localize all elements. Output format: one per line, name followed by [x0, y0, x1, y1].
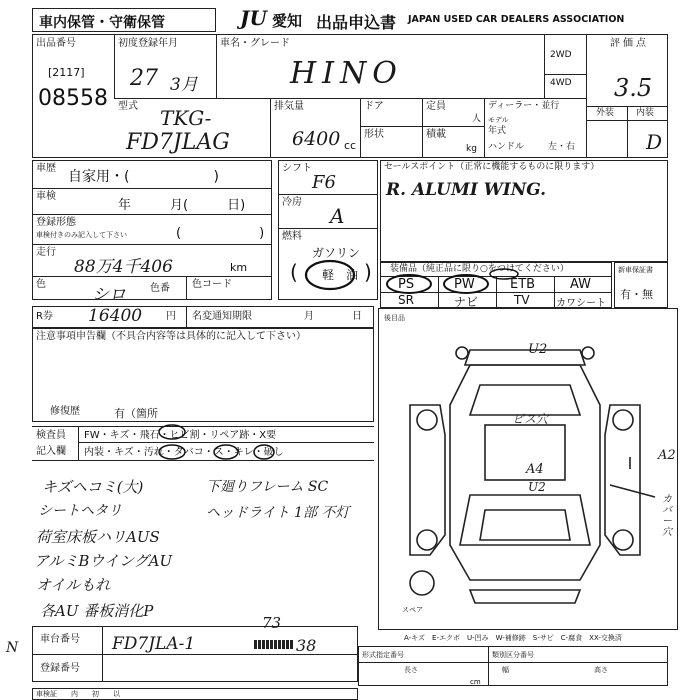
chassis-value: FD7JLA-1: [112, 634, 196, 654]
inspector-row2: 内装・キズ・汚れ・タバコ・ス・キレ・破し: [84, 447, 284, 458]
type-line2: FD7JLAG: [126, 130, 230, 155]
shift-label: シフト: [282, 163, 312, 174]
plate-label: 登録形態: [36, 217, 76, 228]
diagram-a4: A4: [526, 462, 544, 477]
handle-label: ハンドル: [488, 142, 525, 152]
diagram-roof: ピス穴: [512, 412, 549, 426]
color-value: シロ: [92, 285, 126, 305]
fuel-label: 燃料: [282, 231, 302, 242]
color-no-label: 色番: [150, 283, 170, 294]
model-value: HINO: [290, 56, 403, 91]
lot-number: 08558: [38, 86, 108, 111]
mileage-value: 88万4千406: [74, 257, 173, 277]
transfer-label: 名変通知期限: [192, 311, 252, 322]
diagram-cover-hole: カバー穴: [662, 494, 672, 538]
equip-kawaseat: カワシート: [556, 298, 606, 309]
inspector-note-6: 各AU 番板消化P: [40, 602, 154, 620]
exterior-label: 外装: [596, 108, 615, 118]
shape-label: 形状: [364, 129, 384, 140]
equip-navi: ナビ: [454, 295, 479, 309]
inspector-label: 検査員: [36, 430, 66, 441]
equip-aw: AW: [570, 277, 592, 292]
model-label: 車名・グレード: [220, 38, 290, 49]
equip-tv: TV: [514, 293, 530, 307]
equip-etb: ETB: [510, 277, 536, 292]
type-line1: TKG-: [160, 106, 212, 130]
equip-circles: [380, 266, 560, 294]
inspector-circles: [150, 424, 280, 464]
rating-value: 3.5: [614, 74, 653, 102]
diagram-u2-mid: U2: [528, 480, 546, 494]
color-code-label: 色コード: [192, 279, 232, 290]
dim-unit: cm: [470, 678, 481, 686]
dealer-model: モデル: [488, 116, 509, 124]
chassis-label: 車台番号: [40, 634, 80, 645]
sales-value: R. ALUMI WING.: [386, 180, 547, 200]
dim-length: 長さ: [404, 666, 418, 674]
drive-4wd: 4WD: [550, 78, 572, 88]
load-label: 積載: [426, 129, 446, 140]
bottom-row-text: 車検証 内 初 以: [36, 690, 120, 698]
lot-label: 出品番号: [36, 38, 76, 49]
plate-note: 車検付きのみ記入して下さい: [36, 231, 127, 239]
notes-block: [32, 328, 374, 422]
dealer-year: 年式: [488, 126, 507, 136]
equip-pw: PW: [454, 277, 475, 292]
dealer-label: ディーラー・並行: [488, 101, 560, 111]
inspector-note-right-1: 下廻りフレーム SC: [206, 479, 329, 495]
warranty-value: 有・無: [620, 288, 653, 301]
damage-legend: A-キズ E-エクボ U-凹み W-補修跡 S-サビ C-腐食 XX-交換済: [404, 634, 622, 642]
handle-options: 左・右: [548, 142, 576, 152]
plate-value: ( ): [176, 226, 265, 241]
equipment-label: 装備品（純正品に限り○をつけてください）: [390, 264, 569, 274]
reg-no-label: 登録番号: [40, 663, 80, 674]
chassis-tail: 38: [296, 636, 317, 655]
history-value: 自家用・( ): [68, 169, 219, 185]
storage-header: [32, 8, 216, 32]
fuel-diesel: 軽 油: [322, 268, 359, 282]
transfer-day: 日: [352, 311, 362, 322]
capacity-label: 定員: [426, 101, 446, 112]
aircon-value: A: [330, 204, 345, 228]
storage-label: 車内保管・守衛保管: [39, 15, 165, 31]
displacement-value: 6400: [292, 128, 341, 150]
warranty-label: 新車保証書: [618, 266, 653, 274]
car-diagram: [400, 345, 660, 610]
diesel-circle: [304, 258, 359, 292]
registration-month: 3月: [170, 75, 198, 95]
inspector-note-4: アルミBウイングAU: [34, 552, 173, 570]
repair-value: 有（箇所: [114, 407, 158, 420]
registration-year: 27: [130, 66, 158, 91]
drive-2wd: 2WD: [550, 50, 572, 60]
history-label: 車歴: [36, 163, 56, 174]
rating-label: 評価点: [610, 38, 649, 49]
sales-label: セールスポイント（正常に機能するものに限ります）: [384, 162, 600, 172]
inspector-note-5: オイルもれ: [36, 576, 111, 594]
chassis-strikeout: [254, 640, 294, 649]
fuel-paren-left: (: [290, 260, 298, 284]
dim-width: 幅: [502, 666, 509, 674]
diagram-spare: スペア: [402, 606, 423, 614]
aircon-label: 冷房: [282, 197, 302, 208]
recycle-unit: 円: [166, 311, 176, 322]
inspector-note-1: キズヘコミ(大): [42, 478, 144, 496]
inspector-row1: FW・キズ・飛石・ヒビ割・リペア跡・X要: [84, 430, 277, 441]
form-code-label: 形式指定番号: [362, 651, 404, 659]
mileage-label: 走行: [36, 247, 56, 258]
shaken-label: 車検: [36, 191, 56, 202]
fuel-gasoline: ガソリン: [312, 246, 361, 260]
logo-text: 愛知: [272, 12, 303, 30]
displacement-label: 排気量: [274, 101, 304, 112]
transfer-month: 月: [304, 311, 314, 322]
mileage-unit: km: [230, 261, 248, 274]
load-unit: kg: [466, 144, 477, 154]
inspector-label2: 記入欄: [36, 446, 66, 457]
chassis-strike: 73: [262, 614, 282, 632]
form-title: 出品申込書: [316, 13, 397, 32]
type-label: 型式: [118, 101, 138, 112]
ju-logo: JU: [240, 6, 267, 30]
repair-label: 修復歴: [50, 406, 80, 417]
inspector-note-2: シートヘタリ: [38, 503, 122, 519]
shift-value: F6: [312, 172, 336, 193]
dim-height: 高さ: [594, 666, 608, 674]
equip-sr: SR: [398, 293, 414, 307]
fuel-paren-right: ): [364, 260, 372, 284]
association-name: JAPAN USED CAR DEALERS ASSOCIATION: [408, 14, 625, 25]
color-label: 色: [36, 279, 46, 290]
doors-label: ドア: [364, 101, 384, 112]
registration-label: 初度登録年月: [118, 38, 178, 49]
recycle-label: R券: [36, 311, 53, 322]
notes-label: 注意事項申告欄（不具合内容等は具体的に記入して下さい）: [36, 331, 306, 342]
equip-ps: PS: [398, 277, 415, 292]
interior-label: 内装: [636, 108, 655, 118]
diagram-u2-top: U2: [528, 342, 548, 357]
shaken-value: 年 月( 日): [118, 198, 246, 213]
margin-mark: N: [6, 640, 19, 656]
class-code-label: 類別区分番号: [492, 651, 534, 659]
interior-value: D: [646, 130, 663, 154]
lot-bracket: [2117]: [48, 66, 85, 79]
rear-items-label: 後目品: [384, 314, 405, 322]
displacement-unit: cc: [344, 139, 357, 152]
inspector-note-3: 荷室床板ハリAUS: [36, 528, 160, 546]
inspector-note-right-2: ヘッドライト 1部 不灯: [206, 505, 350, 521]
sales-block: [380, 160, 668, 262]
recycle-value: 16400: [88, 306, 143, 326]
capacity-unit: 人: [472, 114, 482, 124]
diagram-a2: A2: [658, 448, 676, 463]
